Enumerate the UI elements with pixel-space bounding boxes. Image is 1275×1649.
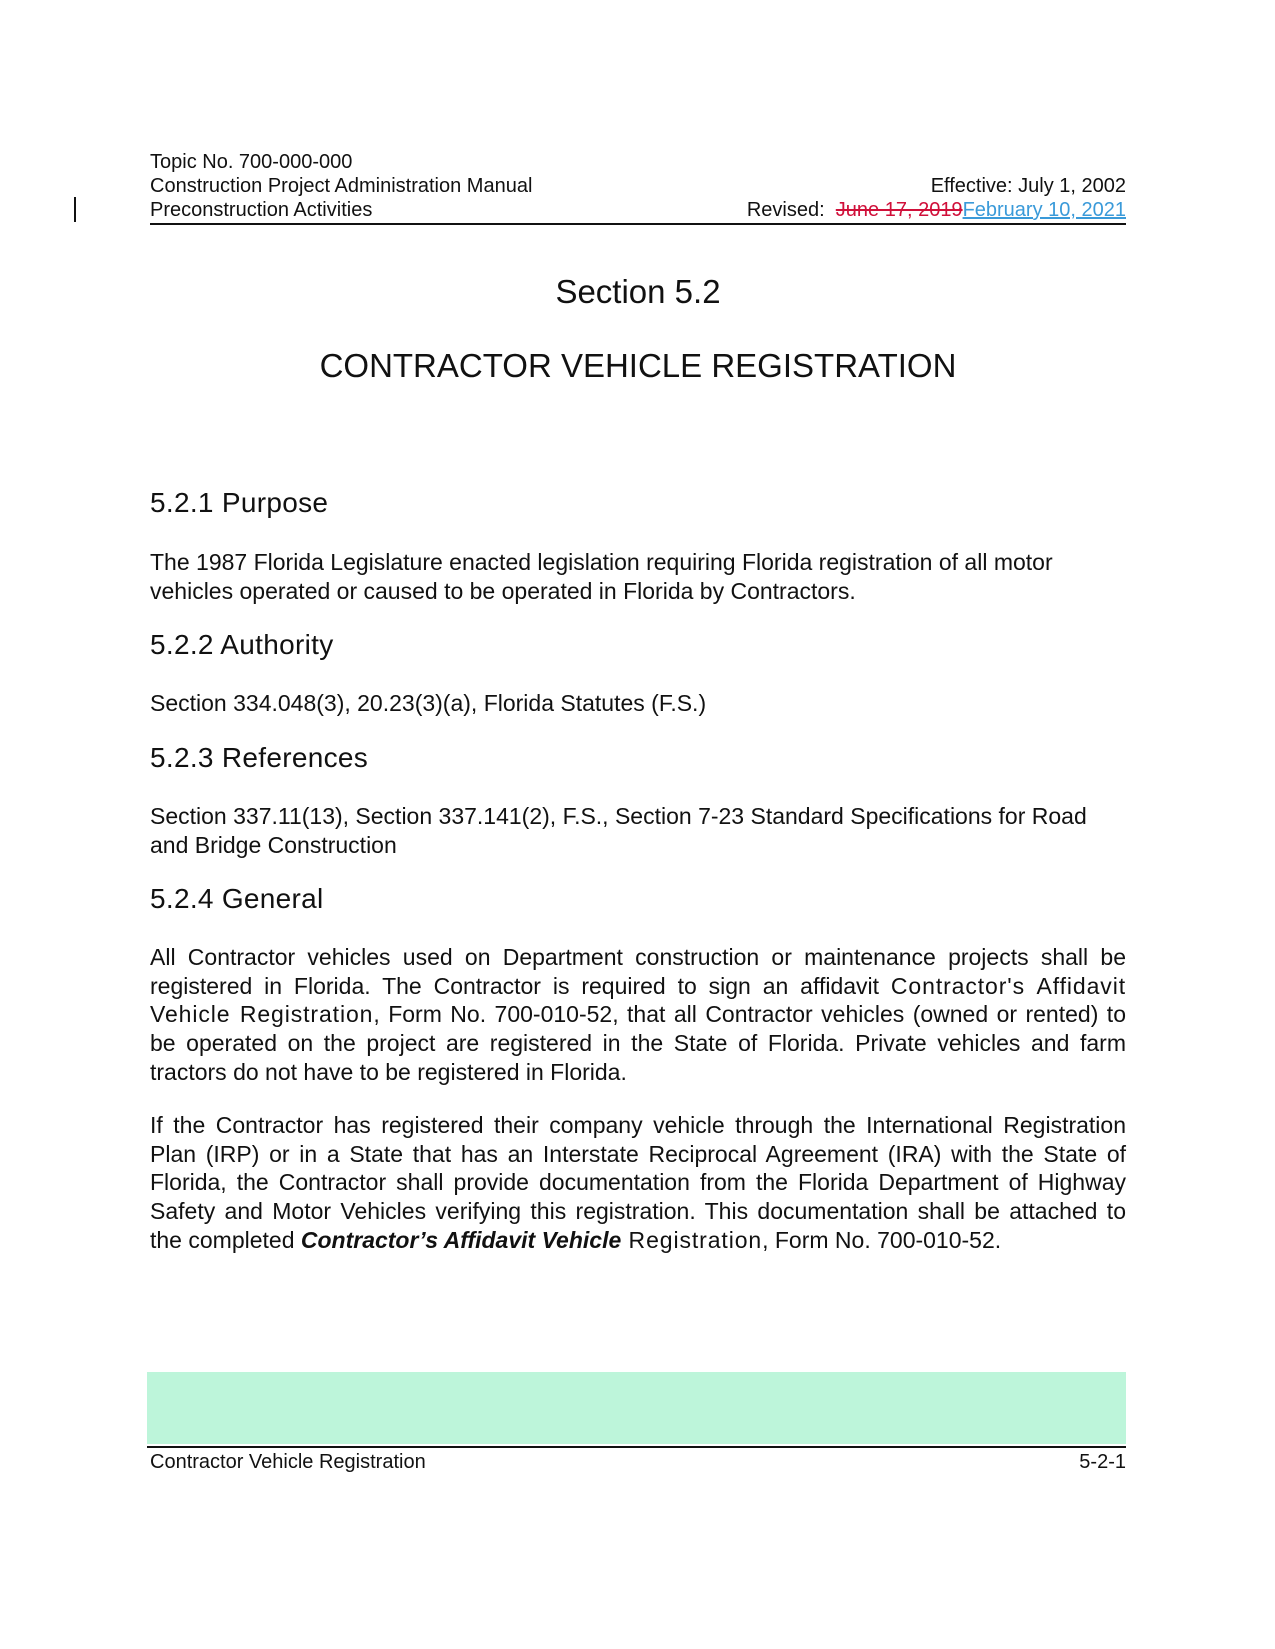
revised-new-date: February 10, 2021 [962,199,1126,221]
form-name-affidavit: Contractor's Affidavit Vehicle Registration [150,972,1126,1028]
section-title: CONTRACTOR VEHICLE REGISTRATION [319,347,957,384]
paragraph-purpose: The 1987 Florida Legislature enacted legislation requiring Florida registration of all motor vehicles operated or caused to be operated in Florida by Contractors. [150,549,1053,604]
highlight-box [147,1372,1126,1444]
revised-date [747,198,1126,222]
paragraph-general-1 [150,943,1126,1087]
page-footer [150,1450,1126,1474]
paragraph-references: Section 337.11(13), Section 337.141(2), F.S., Section 7-23 Standard Specifications for Road and Bridge Construction [150,803,1087,858]
revised-label: Revised: [746,199,836,221]
general-p2-text-a: If the Contractor has registered their company vehicle through the International Registration Plan (IRP) or in a State that has an Interstate Reciprocal Agreement (IRA) with the State of Florida, the Contractor shall provide documentation from the Florida Department of Highway Safety and Motor Vehicles verifying this registration. This documentation shall be attached to the completed [150,1112,1126,1253]
form-name-bold: Contractor’s Affidavit Vehicle [300,1226,622,1253]
heading-authority: 5.2.2 Authority [150,629,334,660]
paragraph-general-2 [150,1111,1126,1255]
general-p1-text-b: , Form No. 700-010-52, that all Contractor vehicles (owned or rented) to be operated on the project are registered in the State of Florida. Private vehicles and farm tractors do not have to be registered in Florida. [150,1001,1126,1085]
heading-purpose: 5.2.1 Purpose [150,487,329,518]
page-number: 5-2-1 [1079,1451,1126,1473]
revision-change-bar [74,197,76,222]
header-row-chapter [150,198,1126,225]
general-p2-text-b: , Form No. 700-010-52. [762,1226,1002,1253]
heading-references: 5.2.3 References [150,742,369,773]
page-header [150,150,1126,225]
general-p1-text-a: All Contractor vehicles used on Department construction or maintenance projects shall be registered in Florida. The Contractor is required to sign an affidavit [150,944,1126,999]
section-number: Section 5.2 [555,273,721,310]
manual-title: Construction Project Administration Manual [150,175,533,197]
form-name-registration: Registration [621,1226,763,1253]
heading-general: 5.2.4 General [150,883,324,914]
paragraph-authority: Section 334.048(3), 20.23(3)(a), Florida Statutes (F.S.) [150,690,707,716]
revised-old-date: June 17, 2019 [835,199,963,221]
effective-date: Effective: July 1, 2002 [930,175,1126,197]
footer-rule [147,1446,1126,1448]
footer-title: Contractor Vehicle Registration [150,1451,426,1473]
chapter-title: Preconstruction Activities [150,199,373,221]
header-row-manual [150,174,1126,198]
header-row-topic [150,150,1126,174]
topic-number: Topic No. 700-000-000 [150,151,353,173]
